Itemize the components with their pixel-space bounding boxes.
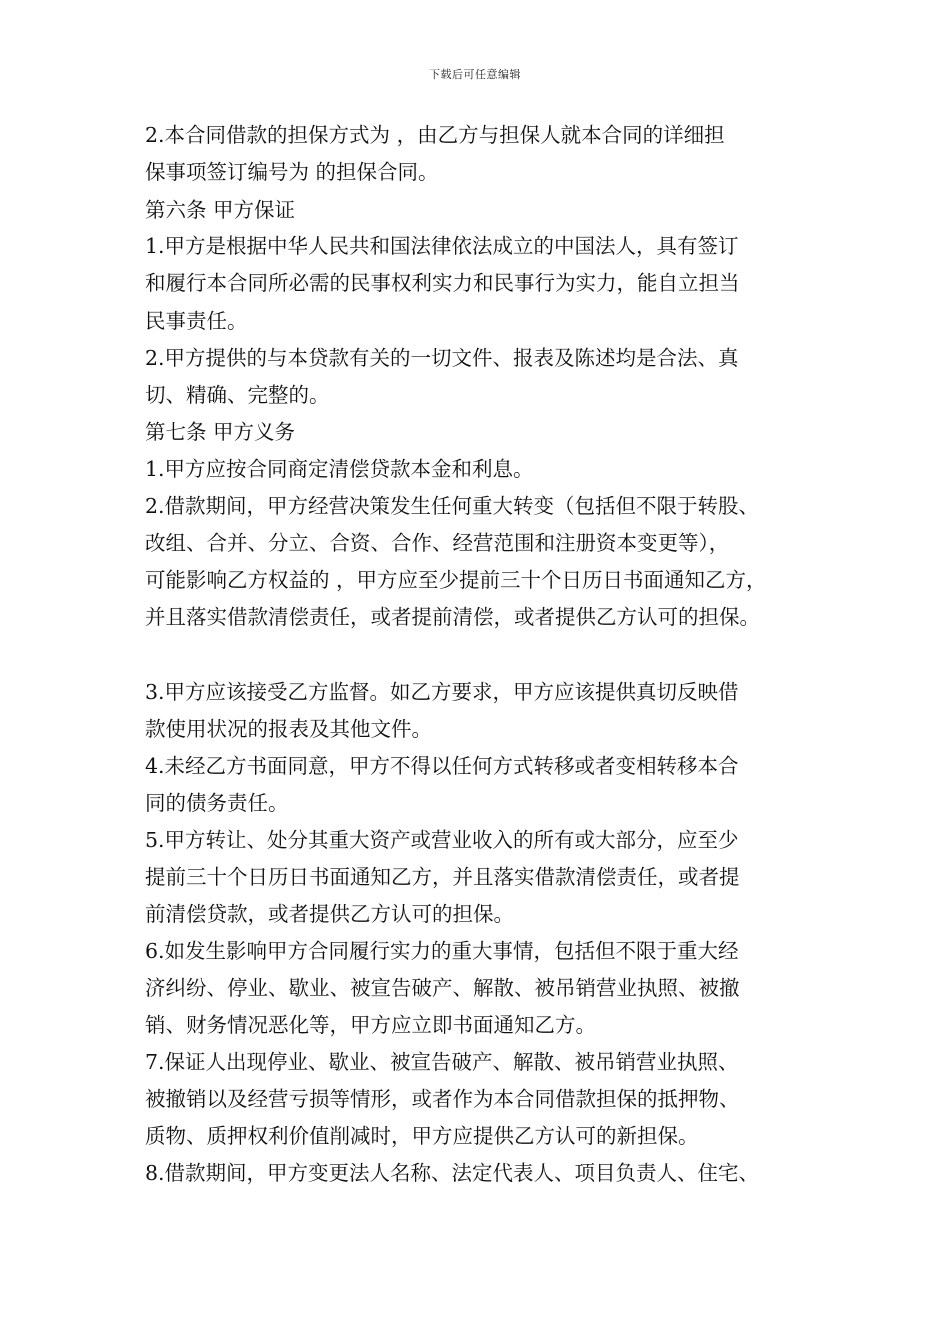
- text-line: 款使用状况的报表及其他文件。: [145, 717, 432, 741]
- text-line: 7.保证人出现停业、歇业、被宣告破产、解散、被吊销营业执照、: [145, 1050, 739, 1074]
- text-line: 并且落实借款清偿责任，或者提前清偿，或者提供乙方认可的担保。: [145, 605, 760, 629]
- text-line: 济纠纷、停业、歇业、被宣告破产、解散、被吊销营业执照、被撤: [145, 976, 740, 1000]
- text-line: 改组、合并、分立、合资、合作、经营范围和注册资本变更等），: [145, 531, 730, 555]
- text-line: 保事项签订编号为 的担保合同。: [145, 160, 439, 184]
- text-line: 和履行本合同所必需的民事权利实力和民事行为实力，能自立担当: [145, 271, 740, 295]
- text-line: 被撤销以及经营亏损等情形，或者作为本合同借款担保的抵押物、: [145, 1087, 740, 1111]
- text-line: 同的债务责任。: [145, 791, 289, 815]
- text-line: 8.借款期间，甲方变更法人名称、法定代表人、项目负责人、住宅、: [145, 1161, 760, 1185]
- text-line: 提前三十个日历日书面通知乙方，并且落实借款清偿责任，或者提: [145, 865, 740, 889]
- section-heading: 第六条 甲方保证: [145, 198, 296, 222]
- text-line: 5.甲方转让、处分其重大资产或营业收入的所有或大部分，应至少: [145, 828, 739, 852]
- text-line: 2.借款期间，甲方经营决策发生任何重大转变（包括但不限于转股、: [145, 494, 760, 518]
- text-line: 2.本合同借款的担保方式为 ，由乙方与担保人就本合同的详细担: [145, 123, 725, 147]
- text-line: 前清偿贷款，或者提供乙方认可的担保。: [145, 902, 514, 926]
- section-heading: 第七条 甲方义务: [145, 420, 296, 444]
- text-line: 质物、质押权利价值削减时，甲方应提供乙方认可的新担保。: [145, 1124, 699, 1148]
- page-header-note: 下载后可任意编辑: [429, 68, 521, 81]
- text-line: 切、精确、完整的。: [145, 383, 330, 407]
- text-line: 1.甲方应按合同商定清偿贷款本金和利息。: [145, 457, 534, 481]
- text-line: 销、财务情况恶化等，甲方应立即书面通知乙方。: [145, 1013, 596, 1037]
- text-line: 2.甲方提供的与本贷款有关的一切文件、报表及陈述均是合法、真: [145, 346, 739, 370]
- text-line: 3.甲方应该接受乙方监督。如乙方要求，甲方应该提供真切反映借: [145, 680, 739, 704]
- text-line: 4.未经乙方书面同意，甲方不得以任何方式转移或者变相转移本合: [145, 754, 739, 778]
- text-line: 6.如发生影响甲方合同履行实力的重大事情，包括但不限于重大经: [145, 939, 739, 963]
- text-line: 可能影响乙方权益的 ，甲方应至少提前三十个日历日书面通知乙方，: [145, 568, 767, 592]
- text-line: 民事责任。: [145, 309, 248, 333]
- text-line: 1.甲方是根据中华人民共和国法律依法成立的中国法人，具有签订: [145, 234, 739, 258]
